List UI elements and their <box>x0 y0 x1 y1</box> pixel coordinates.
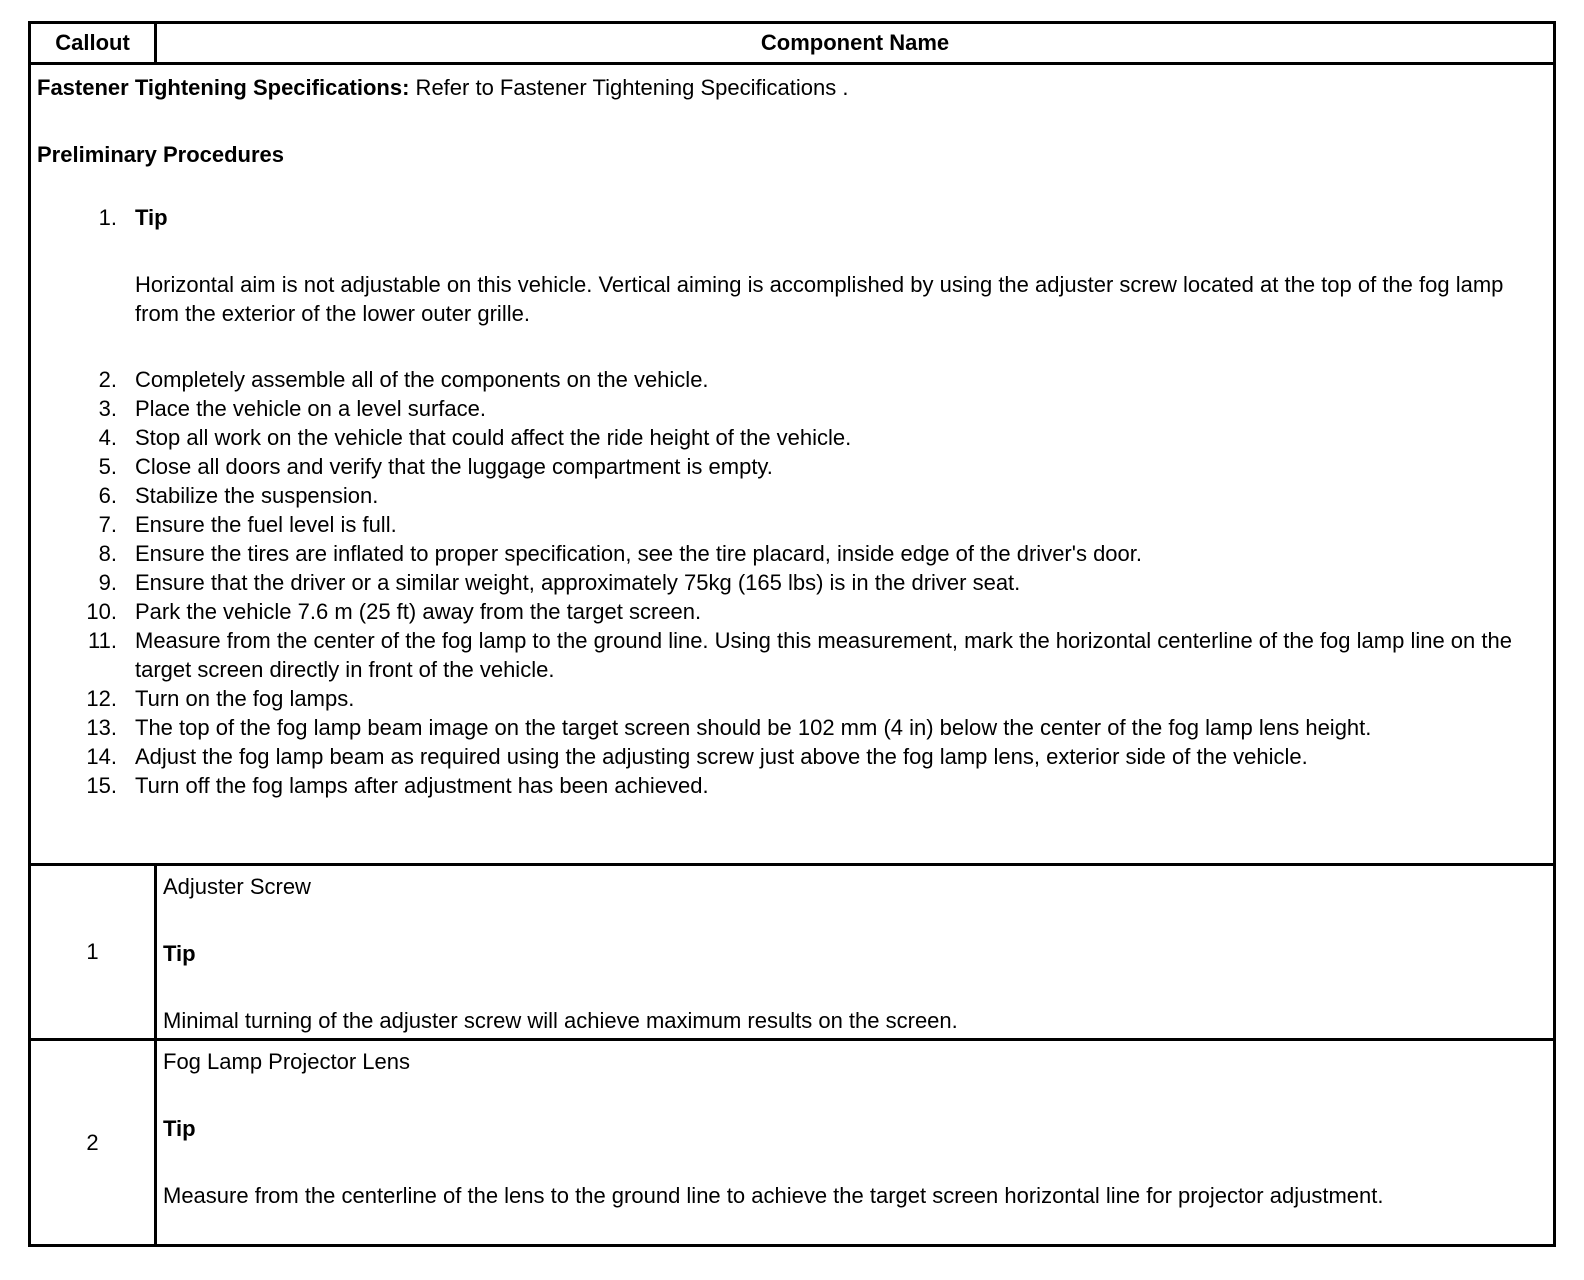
header-callout: Callout <box>31 24 157 62</box>
step-item: 6. Stabilize the suspension. <box>98 483 379 508</box>
component-name: Adjuster Screw <box>163 874 311 899</box>
step-item: 3. Place the vehicle on a level surface. <box>98 396 486 421</box>
tip-label: Tip <box>163 1116 196 1141</box>
preliminary-procedures-title: Preliminary Procedures <box>37 142 285 167</box>
table-header <box>28 21 1556 65</box>
step-item: 7. Ensure the fuel level is full. <box>98 512 397 537</box>
tip-text: Horizontal aim is not adjustable on this vehicle. Vertical aiming is accomplished by using the adjuster screw located at the top of the fog lamp from the exterior of the lower outer grille. <box>135 272 1504 326</box>
procedure-table <box>28 21 1556 1270</box>
callout-row <box>28 863 1556 1041</box>
step-item: 15. Turn off the fog lamps after adjustment has been achieved. <box>86 773 709 798</box>
callout-row <box>28 1038 1556 1247</box>
tip-text: Measure from the centerline of the lens to the ground line to achieve the target screen horizontal line for projector adjustment. <box>163 1183 1384 1208</box>
fastener-spec-text: Refer to Fastener Tightening Specifications . <box>409 75 849 100</box>
fastener-spec-label: Fastener Tightening Specifications: <box>37 75 410 100</box>
callout-number: 1 <box>31 866 157 1038</box>
step-item: 5. Close all doors and verify that the luggage compartment is empty. <box>98 454 773 479</box>
step-item: 13. The top of the fog lamp beam image on the target screen should be 102 mm (4 in) below the center of the fog lamp lens height. <box>86 715 1372 740</box>
step-item: 14. Adjust the fog lamp beam as required using the adjusting screw just above the fog lamp lens, exterior side of the vehicle. <box>86 744 1308 769</box>
component-cell <box>163 872 1543 1035</box>
procedure-steps <box>37 203 1543 328</box>
step-item: 12. Turn on the fog lamps. <box>86 686 355 711</box>
step-item: 10. Park the vehicle 7.6 m (25 ft) away from the target screen. <box>86 599 702 624</box>
step-item: 11. Measure from the center of the fog lamp to the ground line. Using this measurement, mark the horizontal centerline of the fog lamp line on the target screen directly in front of the vehicle. <box>88 628 1512 682</box>
tip-label: Tip <box>135 205 168 230</box>
tip-text: Minimal turning of the adjuster screw will achieve maximum results on the screen. <box>163 1008 958 1033</box>
header-component-name: Component Name <box>760 30 950 55</box>
component-name: Fog Lamp Projector Lens <box>163 1049 411 1074</box>
callout-number: 2 <box>31 1041 157 1244</box>
step-item: 2. Completely assemble all of the components on the vehicle. <box>98 367 709 392</box>
component-cell <box>163 1047 1543 1210</box>
fastener-spec-line <box>37 73 1543 102</box>
step-number: 1. <box>98 205 117 230</box>
step-item: 9. Ensure that the driver or a similar weight, approximately 75kg (165 lbs) is in the driver seat. <box>98 570 1021 595</box>
procedure-steps-list <box>37 365 1543 800</box>
step-item: 8. Ensure the tires are inflated to proper specification, see the tire placard, inside edge of the driver's door. <box>98 541 1142 566</box>
step-item: 4. Stop all work on the vehicle that could affect the ride height of the vehicle. <box>98 425 852 450</box>
step-tip <box>37 203 1543 328</box>
procedure-section <box>28 62 1556 866</box>
tip-label: Tip <box>163 941 196 966</box>
